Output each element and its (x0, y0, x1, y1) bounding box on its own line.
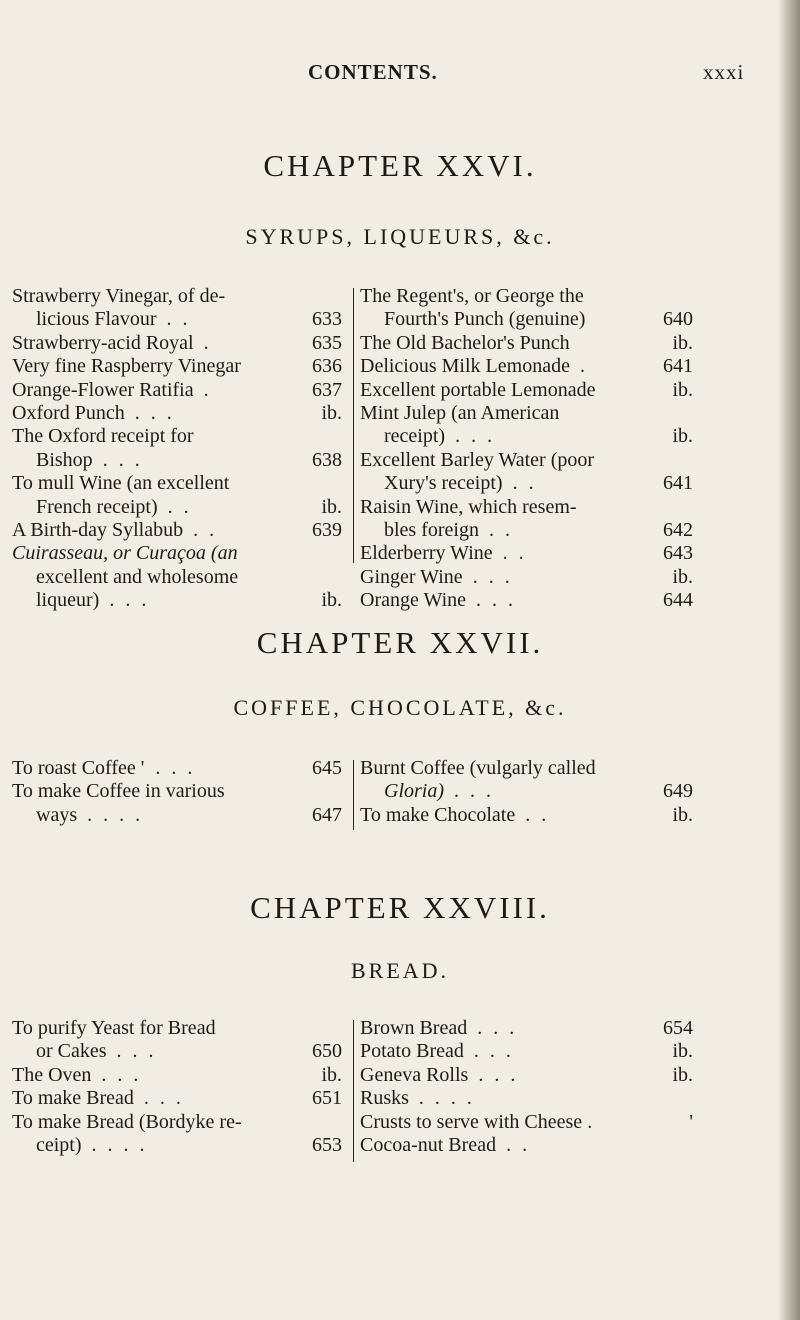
entry-text (360, 589, 693, 612)
page-ref: 633 (312, 308, 342, 331)
entry-text (12, 379, 342, 402)
toc-entry (12, 332, 342, 355)
entry-text: or Cakes (36, 1040, 107, 1063)
entry-text: To roast Coffee (12, 757, 136, 779)
toc-entry (12, 285, 342, 332)
chapter-26-left-column (12, 285, 342, 613)
column-divider (353, 760, 354, 830)
chapter-subtitle: COFFEE, CHOCOLATE, &c. (233, 695, 567, 720)
entry-text: Raisin Wine, which resem- (360, 495, 577, 518)
leader-dots: . . (166, 308, 191, 331)
page-ref: 637 (312, 378, 342, 401)
entry-text: To make Bread (12, 1087, 134, 1110)
toc-entry (360, 1064, 693, 1087)
chapter-27-left-column (12, 757, 342, 827)
entry-text: excellent and wholesome (36, 565, 239, 588)
running-head (0, 60, 800, 90)
leader-dots: . . (488, 519, 513, 542)
entry-text: A Birth-day Syllabub (12, 519, 184, 542)
page-ref: ib. (672, 803, 693, 826)
entry-text (360, 1087, 693, 1110)
page-ref: ib. (672, 331, 693, 354)
toc-entry (360, 804, 693, 827)
toc-entry (12, 402, 342, 425)
entry-text (12, 1040, 342, 1063)
page-ref: 654 (663, 1017, 693, 1039)
entry-text (12, 308, 342, 331)
page-ref: 647 (312, 803, 342, 826)
entry-text (360, 355, 693, 378)
entry-text (12, 402, 342, 425)
page-ref: 650 (312, 1040, 342, 1063)
entry-text: ceipt) (36, 1134, 82, 1157)
leader-dots: ' . . . (140, 757, 196, 779)
column-divider (353, 1020, 354, 1162)
entry-text (360, 1017, 693, 1040)
leader-dots: . (203, 331, 212, 354)
toc-entry (360, 402, 693, 449)
entry-text (12, 496, 342, 519)
leader-dots: . . (506, 1134, 531, 1157)
entry-text: Crusts to serve with Cheese (360, 1110, 583, 1133)
entry-text (360, 780, 693, 803)
toc-entry (360, 566, 693, 589)
page-ref: ib. (672, 378, 693, 401)
leader-dots: . (203, 378, 212, 401)
entry-text (360, 1040, 693, 1063)
chapter-heading: CHAPTER XXVIII. (250, 890, 550, 925)
entry-text: Burnt Coffee (vulgarly called (360, 757, 596, 779)
toc-entry (12, 379, 342, 402)
chapter-28-left-column (12, 1017, 342, 1157)
page-ref: 635 (312, 331, 342, 354)
toc-entry (12, 1017, 342, 1064)
entry-text: ways (36, 803, 78, 826)
page-ref: 643 (663, 542, 693, 565)
leader-dots: . (587, 1110, 596, 1133)
toc-entry (360, 542, 693, 565)
entry-text: Very fine Raspberry Vinegar (12, 355, 241, 378)
page-ref: 636 (312, 355, 342, 378)
entry-text (360, 804, 693, 827)
entry-text (360, 519, 693, 542)
chapter-26-right-column (360, 285, 693, 613)
leader-dots: . . . (476, 589, 517, 612)
entry-text: Potato Bread (360, 1040, 464, 1063)
leader-dots: . . (167, 495, 192, 518)
entry-text: Brown Bread (360, 1017, 468, 1039)
toc-entry (12, 542, 342, 612)
entry-text (12, 449, 342, 472)
page-ref: 642 (663, 519, 693, 542)
entry-text: Strawberry Vinegar, of de- (12, 285, 226, 307)
toc-entry (12, 519, 342, 542)
page-ref: ib. (672, 565, 693, 588)
entry-text (360, 566, 693, 589)
entry-text: Gloria) (384, 780, 444, 803)
toc-entry (360, 355, 693, 378)
entry-text: Cuirasseau, or Curaçoa (an (12, 542, 238, 565)
chapter-subtitle: SYRUPS, LIQUEURS, &c. (245, 224, 555, 249)
column-divider (353, 288, 354, 563)
entry-text: Delicious Milk Lemonade (360, 355, 570, 378)
leader-dots: . . . . (91, 1134, 148, 1157)
page-ref: ib. (672, 425, 693, 448)
entry-text: The Oven (12, 1063, 92, 1086)
entry-text: Ginger Wine (360, 565, 463, 588)
toc-entry (12, 757, 342, 780)
entry-text: Bishop (36, 448, 93, 471)
chapter-subtitle: BREAD. (350, 958, 450, 983)
leader-dots: . . . . (418, 1087, 475, 1110)
entry-text (12, 519, 342, 542)
running-head-page-number: xxxi (703, 60, 745, 84)
entry-text (12, 804, 342, 827)
page-ref: 645 (312, 757, 342, 779)
toc-entry (360, 285, 693, 332)
entry-text: Cocoa-nut Bread (360, 1134, 497, 1157)
entry-text (12, 332, 342, 355)
entry-text: licious Flavour (36, 308, 157, 331)
entry-text: Excellent Barley Water (poor (360, 448, 595, 471)
page-ref: 638 (312, 448, 342, 471)
entry-text: Elderberry Wine (360, 542, 493, 565)
toc-entry (360, 1017, 693, 1040)
entry-text (12, 757, 342, 780)
toc-entry (360, 496, 693, 543)
entry-text: Xury's receipt) (384, 472, 503, 495)
entry-text (12, 589, 342, 612)
leader-dots: . . . . (87, 803, 144, 826)
leader-dots: . . . (102, 448, 143, 471)
chapter-28-right-column (360, 1017, 693, 1157)
page-ref: 640 (663, 308, 693, 331)
toc-entry (360, 1134, 693, 1157)
toc-entry (360, 757, 693, 804)
entry-text (12, 1087, 342, 1110)
leader-dots: . (579, 355, 588, 378)
entry-text: To make Chocolate (360, 803, 516, 826)
entry-text: Orange-Flower Ratifia (12, 378, 194, 401)
entry-text: Strawberry-acid Royal (12, 331, 194, 354)
entry-text (360, 1111, 693, 1134)
page-ref: 644 (663, 589, 693, 612)
entry-text: French receipt) (36, 495, 158, 518)
toc-entry (12, 425, 342, 472)
leader-dots: . . . (101, 1063, 142, 1086)
entry-text: Rusks (360, 1087, 409, 1110)
toc-entry (360, 379, 693, 402)
entry-text: Fourth's Punch (genuine) (384, 308, 586, 331)
entry-text (360, 542, 693, 565)
toc-entry (12, 1111, 342, 1158)
leader-dots: . . . (455, 425, 496, 448)
leader-dots: . . . (478, 1063, 519, 1086)
leader-dots: . . . (473, 1040, 514, 1063)
page-ref: ib. (672, 1063, 693, 1086)
entry-text: Oxford Punch (12, 402, 125, 425)
page-ref: 641 (663, 472, 693, 495)
toc-entry (12, 355, 342, 378)
entry-text (360, 472, 693, 495)
entry-text: To mull Wine (an excellent (12, 472, 230, 495)
entry-text: Mint Julep (an American (360, 402, 560, 425)
entry-text: Geneva Rolls (360, 1063, 469, 1086)
leader-dots: . . . (134, 402, 175, 425)
toc-entry (360, 1111, 693, 1134)
running-head-title: CONTENTS. (308, 60, 438, 84)
page-ref: ib. (321, 495, 342, 518)
page-ref: ib. (321, 1063, 342, 1086)
entry-text: Orange Wine (360, 589, 467, 612)
chapter-heading: CHAPTER XXVII. (256, 625, 544, 660)
leader-dots: . . . (477, 1017, 518, 1039)
toc-entry (360, 1040, 693, 1063)
entry-text: To make Coffee in various (12, 780, 225, 803)
leader-dots: . . . (109, 589, 150, 612)
page-ref: ib. (321, 402, 342, 425)
toc-entry (12, 472, 342, 519)
entry-text: liqueur) (36, 589, 100, 612)
entry-text (12, 1134, 342, 1157)
entry-text (12, 1064, 342, 1087)
leader-dots: . . (512, 472, 537, 495)
page-ref: 639 (312, 519, 342, 542)
toc-entry (360, 1087, 693, 1110)
toc-entry (360, 332, 693, 355)
entry-text (360, 425, 693, 448)
toc-entry (12, 780, 342, 827)
chapter-heading: CHAPTER XXVI. (263, 148, 537, 183)
page-ref: ib. (321, 589, 342, 612)
page-ref: 653 (312, 1134, 342, 1157)
entry-text (360, 1064, 693, 1087)
page-ref: ' (689, 1110, 693, 1133)
entry-text: bles foreign (384, 519, 479, 542)
leader-dots: . . . (454, 780, 494, 803)
entry-text: To make Bread (Bordyke re- (12, 1110, 242, 1133)
toc-entry (12, 1064, 342, 1087)
leader-dots: . . . (116, 1040, 157, 1063)
page-ref: 641 (663, 355, 693, 378)
entry-text: To purify Yeast for Bread (12, 1017, 216, 1039)
entry-text: The Regent's, or George the (360, 285, 584, 307)
entry-text (360, 1134, 693, 1157)
toc-entry (360, 449, 693, 496)
chapter-27-right-column (360, 757, 693, 827)
leader-dots: . . (525, 803, 550, 826)
entry-text: receipt) (384, 425, 446, 448)
page-ref: 649 (663, 780, 693, 803)
leader-dots: . . . (472, 565, 513, 588)
leader-dots: . . (502, 542, 527, 565)
entry-text: Excellent portable Lemonade (360, 378, 596, 401)
entry-text: The Old Bachelor's Punch (360, 331, 570, 354)
page-ref: 651 (312, 1087, 342, 1110)
toc-entry (12, 1087, 342, 1110)
entry-text: The Oxford receipt for (12, 425, 194, 448)
leader-dots: . . (193, 519, 218, 542)
toc-entry (360, 589, 693, 612)
page-ref: ib. (672, 1040, 693, 1063)
leader-dots: . . . (143, 1087, 184, 1110)
